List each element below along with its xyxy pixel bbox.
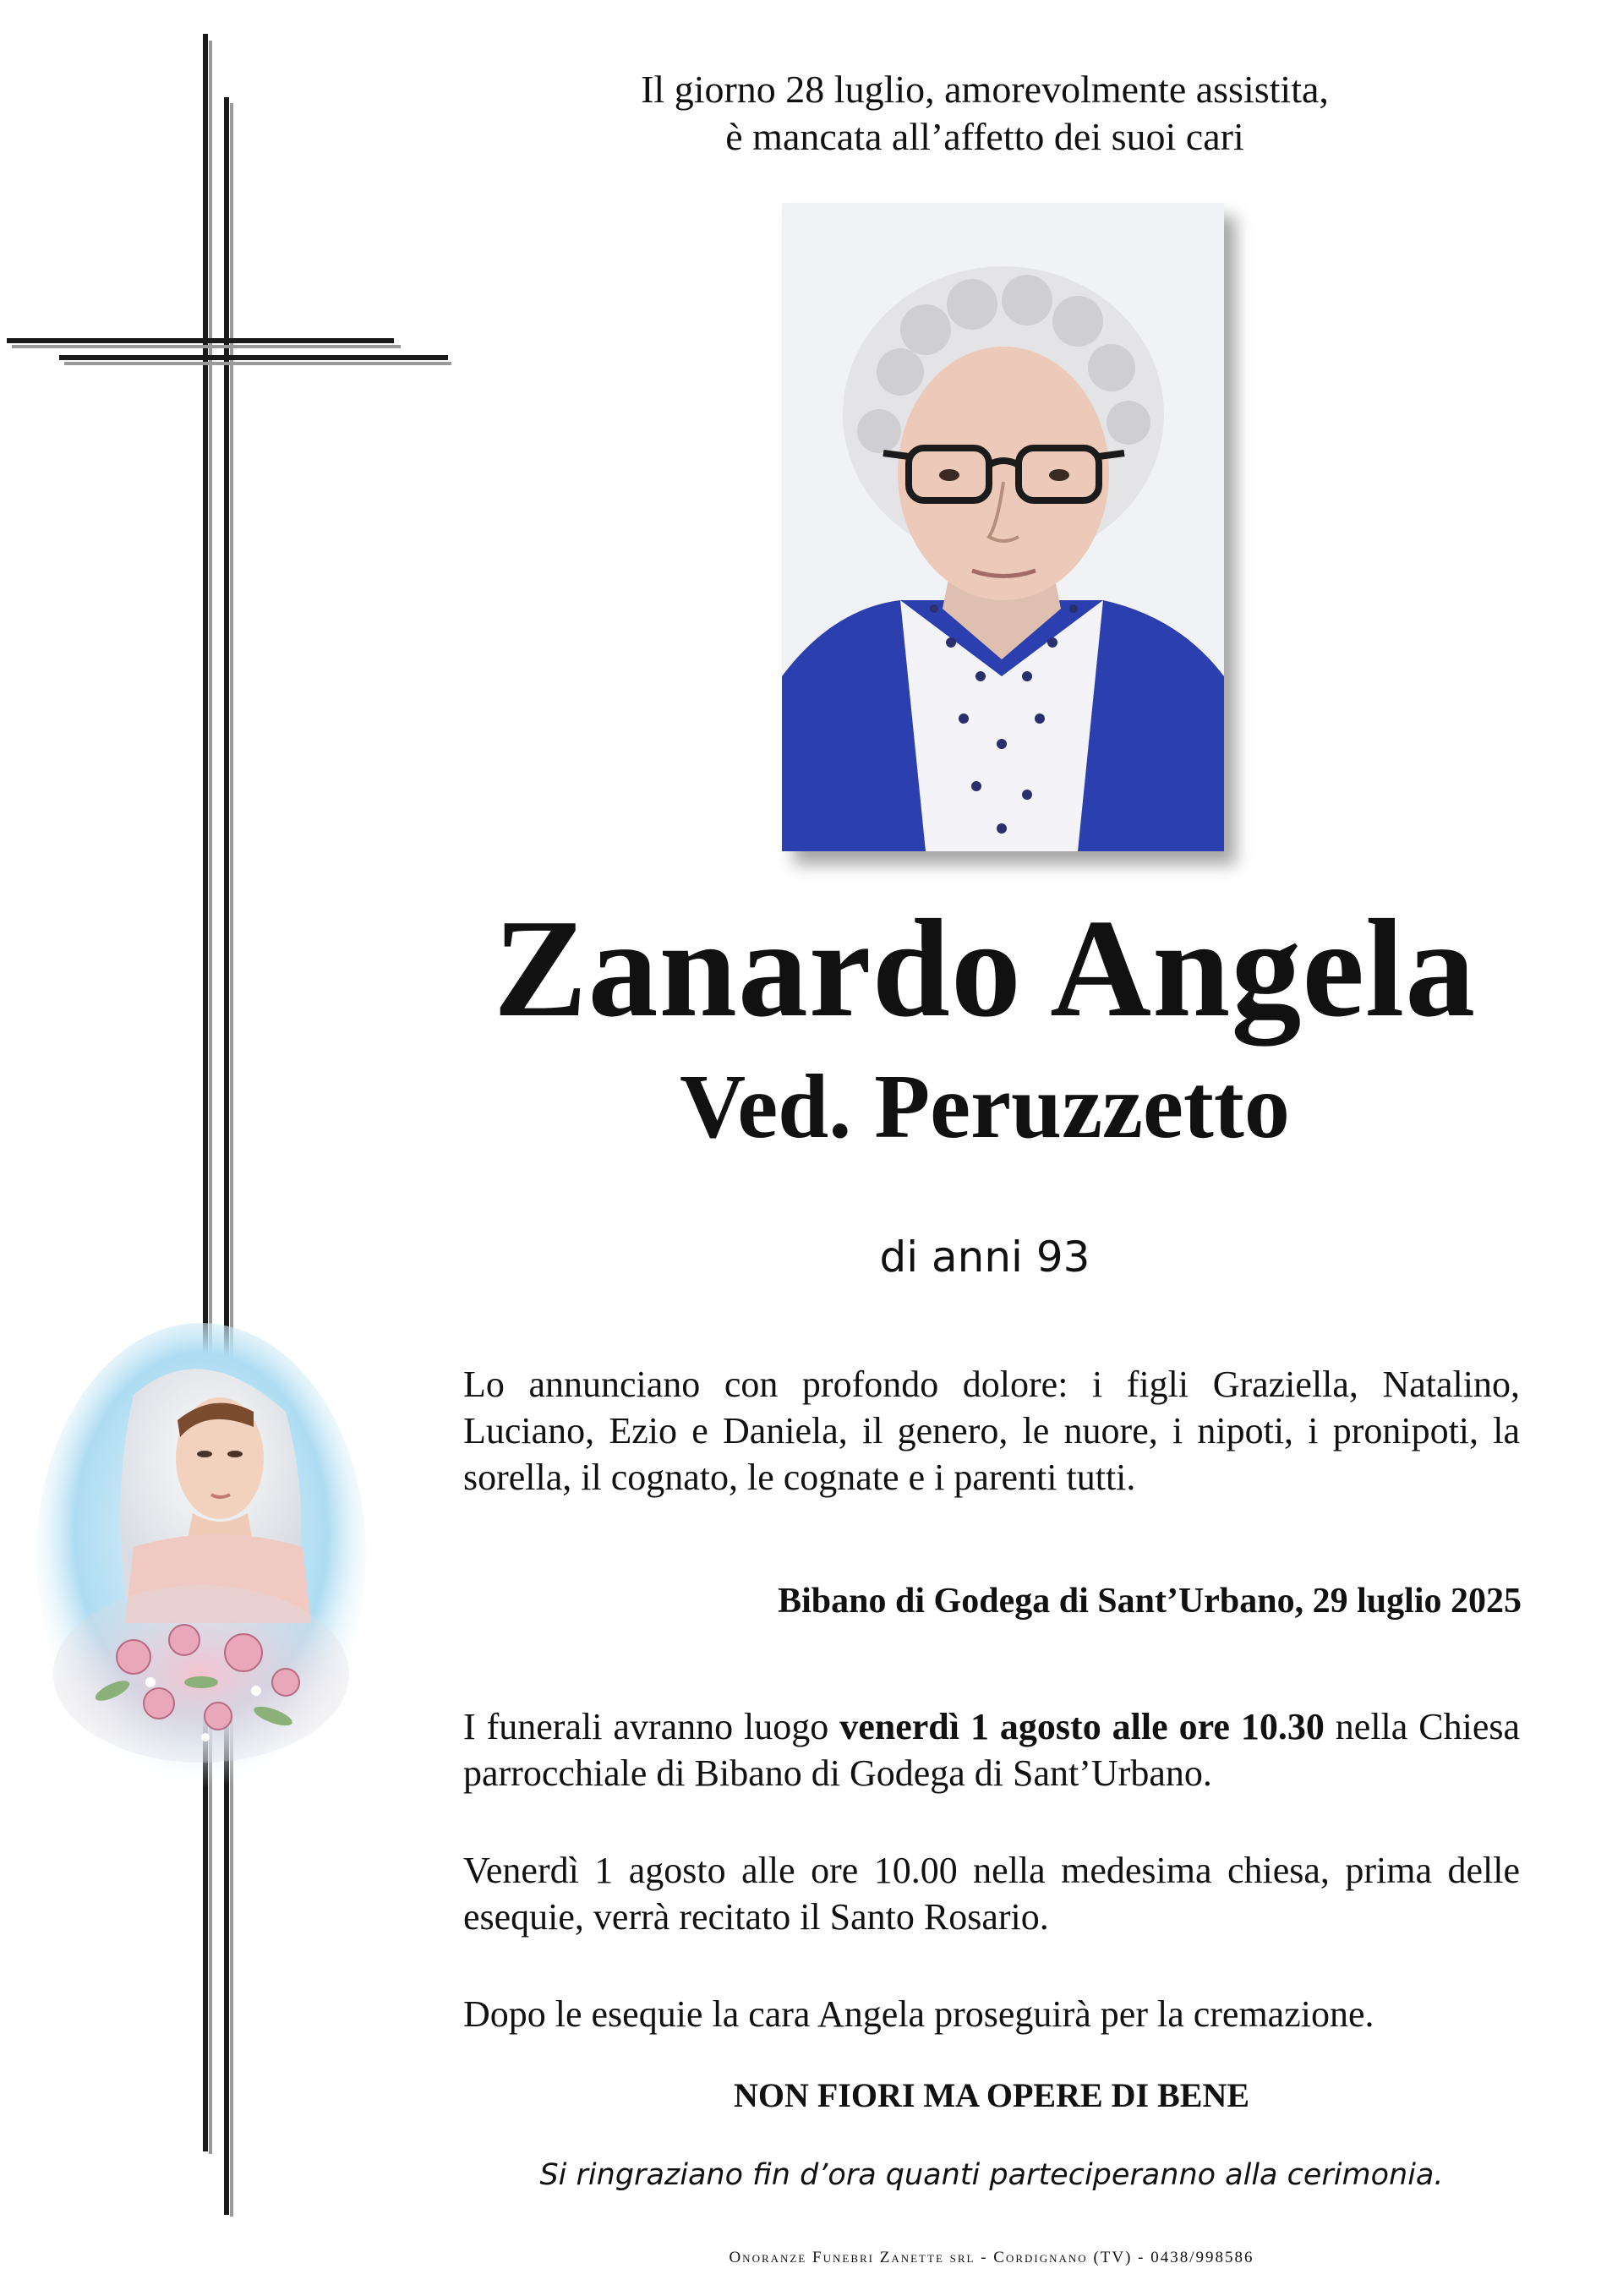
funeral-prefix: I funerali avranno luogo xyxy=(463,1706,840,1747)
announcement-paragraph: Lo annunciano con profondo dolore: i figli Graziella, Natalino, Luciano, Ezio e Daniela, il genero, le nuore, i nipoti, i pronipoti, la sorella, il cognato, le cognate e i parenti tutti. xyxy=(463,1364,1520,1498)
rosary-paragraph: Venerdì 1 agosto alle ore 10.00 nella medesima chiesa, prima delle esequie, verrà recitato il Santo Rosario. xyxy=(463,1850,1520,1938)
no-flowers-notice: NON FIORI MA OPERE DI BENE xyxy=(733,2076,1250,2114)
cross-horizontal-bar xyxy=(7,338,394,343)
portrait-photo xyxy=(782,203,1224,851)
cross-vertical-shadow-inner xyxy=(230,103,233,2217)
cross-vertical-bar xyxy=(203,34,208,2151)
intro-line-2: è mancata all’affetto dei suoi cari xyxy=(725,115,1244,158)
funeral-home-footer: Onoranze Funebri Zanette srl - Cordignano (TV) - 0438/998586 xyxy=(729,2249,1254,2266)
deceased-name: Zanardo Angela xyxy=(493,890,1477,1046)
thanks-line: Si ringraziano fin d’ora quanti parteciperanno alla cerimonia. xyxy=(539,2158,1444,2192)
funeral-paragraph xyxy=(463,1703,1520,1796)
cross-horizontal-shadow xyxy=(12,345,401,348)
funeral-datetime: venerdì 1 agosto alle ore 10.30 xyxy=(839,1706,1325,1747)
madonna-image xyxy=(32,1319,370,1792)
deceased-married-name: Ved. Peruzzetto xyxy=(680,1057,1290,1157)
cremation-paragraph: Dopo le esequie la cara Angela proseguirà per la cremazione. xyxy=(463,1993,1374,2035)
portrait-illustration xyxy=(782,203,1224,851)
madonna-illustration xyxy=(32,1319,370,1792)
intro-line-1: Il giorno 28 luglio, amorevolmente assistita, xyxy=(641,68,1329,111)
place-date: Bibano di Godega di Sant’Urbano, 29 luglio 2025 xyxy=(778,1582,1522,1621)
cross-horizontal-bar-lower xyxy=(59,355,448,360)
intro-text xyxy=(473,66,1496,161)
funeral-suffix: nella Chiesa parrocchiale di Bibano di Godega di Sant’Urbano. xyxy=(463,1706,1521,1794)
cross-horizontal-shadow-lower xyxy=(64,362,451,365)
cross-vertical-bar-inner xyxy=(224,97,229,2215)
deceased-age: di anni 93 xyxy=(879,1233,1090,1282)
